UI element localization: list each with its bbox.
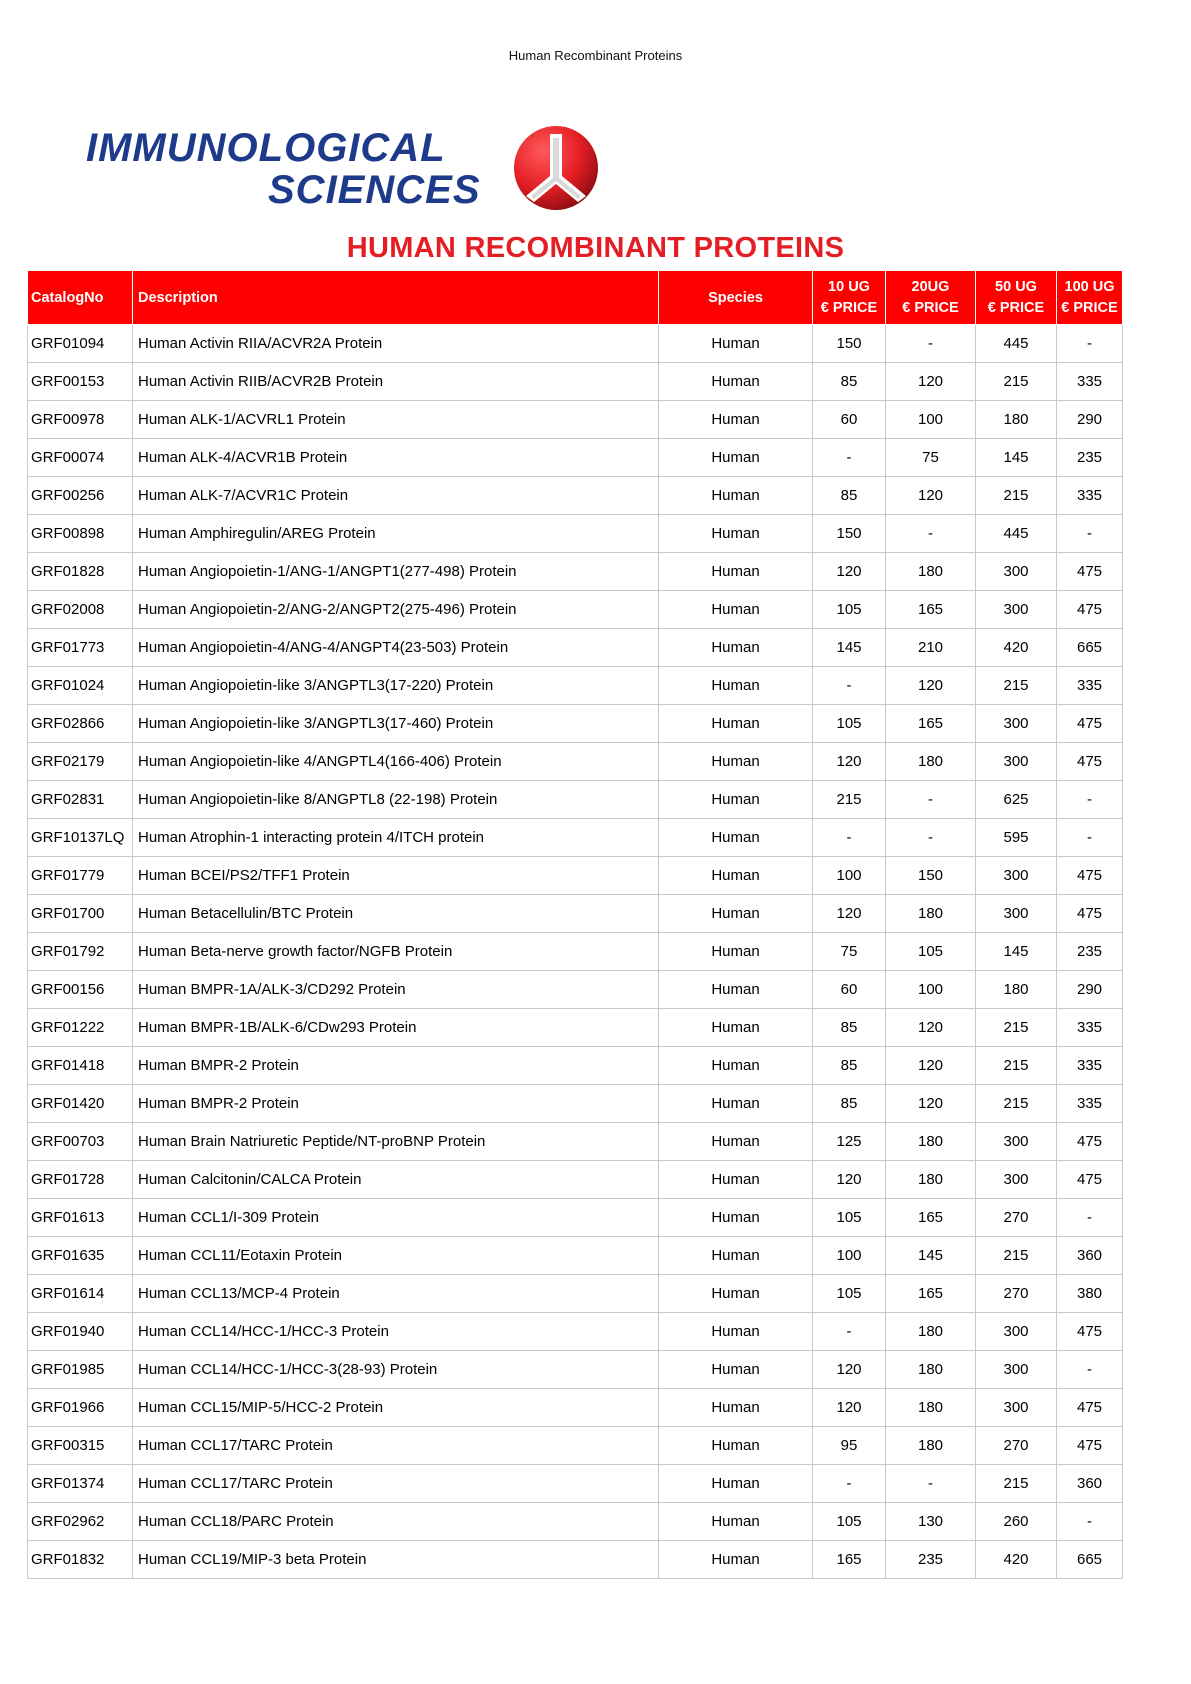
cell-price-50ug: 215 bbox=[976, 1047, 1057, 1085]
cell-price-10ug: 85 bbox=[813, 1085, 886, 1123]
cell-price-100ug: 235 bbox=[1057, 933, 1123, 971]
cell-catalog-no: GRF00153 bbox=[28, 363, 133, 401]
table-row bbox=[28, 1009, 1123, 1047]
cell-price-50ug: 300 bbox=[976, 1389, 1057, 1427]
cell-description: Human CCL15/MIP-5/HCC-2 Protein bbox=[133, 1389, 659, 1427]
col-header-description: Description bbox=[133, 271, 659, 325]
table-row bbox=[28, 1313, 1123, 1351]
cell-price-100ug: 335 bbox=[1057, 363, 1123, 401]
cell-price-10ug: 120 bbox=[813, 895, 886, 933]
col-header-price-10ug bbox=[813, 271, 886, 325]
cell-catalog-no: GRF02866 bbox=[28, 705, 133, 743]
cell-price-100ug: 665 bbox=[1057, 629, 1123, 667]
cell-species: Human bbox=[659, 439, 813, 477]
cell-species: Human bbox=[659, 1009, 813, 1047]
cell-species: Human bbox=[659, 1047, 813, 1085]
cell-catalog-no: GRF00978 bbox=[28, 401, 133, 439]
cell-price-20ug: 120 bbox=[886, 667, 976, 705]
cell-price-100ug: 475 bbox=[1057, 1313, 1123, 1351]
cell-price-10ug: - bbox=[813, 1313, 886, 1351]
col-header-price-50ug bbox=[976, 271, 1057, 325]
cell-description: Human Amphiregulin/AREG Protein bbox=[133, 515, 659, 553]
cell-price-50ug: 300 bbox=[976, 553, 1057, 591]
cell-price-10ug: 215 bbox=[813, 781, 886, 819]
cell-catalog-no: GRF01828 bbox=[28, 553, 133, 591]
table-row bbox=[28, 325, 1123, 363]
cell-description: Human Beta-nerve growth factor/NGFB Protein bbox=[133, 933, 659, 971]
cell-species: Human bbox=[659, 1427, 813, 1465]
cell-description: Human CCL14/HCC-1/HCC-3 Protein bbox=[133, 1313, 659, 1351]
cell-description: Human CCL19/MIP-3 beta Protein bbox=[133, 1541, 659, 1579]
table-row bbox=[28, 1541, 1123, 1579]
cell-description: Human BMPR-1B/ALK-6/CDw293 Protein bbox=[133, 1009, 659, 1047]
table-row bbox=[28, 705, 1123, 743]
cell-price-100ug: 335 bbox=[1057, 1047, 1123, 1085]
cell-price-100ug: 475 bbox=[1057, 1427, 1123, 1465]
cell-price-50ug: 215 bbox=[976, 363, 1057, 401]
cell-price-50ug: 180 bbox=[976, 401, 1057, 439]
cell-price-100ug: 475 bbox=[1057, 743, 1123, 781]
table-row bbox=[28, 401, 1123, 439]
cell-price-20ug: 180 bbox=[886, 895, 976, 933]
cell-price-50ug: 300 bbox=[976, 591, 1057, 629]
cell-price-50ug: 300 bbox=[976, 1161, 1057, 1199]
cell-price-100ug: 335 bbox=[1057, 477, 1123, 515]
col-header-species: Species bbox=[659, 271, 813, 325]
cell-catalog-no: GRF10137LQ bbox=[28, 819, 133, 857]
cell-price-50ug: 215 bbox=[976, 477, 1057, 515]
cell-price-50ug: 215 bbox=[976, 1237, 1057, 1275]
cell-description: Human CCL17/TARC Protein bbox=[133, 1465, 659, 1503]
cell-price-10ug: 145 bbox=[813, 629, 886, 667]
cell-species: Human bbox=[659, 629, 813, 667]
cell-description: Human CCL18/PARC Protein bbox=[133, 1503, 659, 1541]
cell-price-10ug: 60 bbox=[813, 971, 886, 1009]
cell-price-100ug: 335 bbox=[1057, 1009, 1123, 1047]
cell-price-20ug: - bbox=[886, 515, 976, 553]
cell-price-10ug: 85 bbox=[813, 1047, 886, 1085]
cell-description: Human Angiopoietin-like 4/ANGPTL4(166-406) Protein bbox=[133, 743, 659, 781]
cell-price-50ug: 300 bbox=[976, 1351, 1057, 1389]
col-header-price-10ug-line2: € PRICE bbox=[820, 299, 878, 316]
table-row bbox=[28, 667, 1123, 705]
table-row bbox=[28, 1123, 1123, 1161]
cell-catalog-no: GRF01418 bbox=[28, 1047, 133, 1085]
cell-species: Human bbox=[659, 781, 813, 819]
cell-price-50ug: 215 bbox=[976, 1085, 1057, 1123]
cell-description: Human CCL13/MCP-4 Protein bbox=[133, 1275, 659, 1313]
table-row bbox=[28, 1503, 1123, 1541]
cell-price-10ug: 95 bbox=[813, 1427, 886, 1465]
table-row bbox=[28, 857, 1123, 895]
table-body bbox=[28, 325, 1123, 1579]
cell-price-20ug: 100 bbox=[886, 971, 976, 1009]
cell-species: Human bbox=[659, 1161, 813, 1199]
col-header-price-50ug-line2: € PRICE bbox=[987, 299, 1045, 316]
table-row bbox=[28, 439, 1123, 477]
cell-price-10ug: 105 bbox=[813, 1275, 886, 1313]
table-row bbox=[28, 1047, 1123, 1085]
cell-description: Human ALK-1/ACVRL1 Protein bbox=[133, 401, 659, 439]
cell-catalog-no: GRF01222 bbox=[28, 1009, 133, 1047]
cell-description: Human BMPR-2 Protein bbox=[133, 1085, 659, 1123]
table-row bbox=[28, 515, 1123, 553]
cell-price-50ug: 270 bbox=[976, 1427, 1057, 1465]
cell-price-10ug: 120 bbox=[813, 1161, 886, 1199]
cell-description: Human Angiopoietin-like 8/ANGPTL8 (22-198) Protein bbox=[133, 781, 659, 819]
cell-price-20ug: - bbox=[886, 819, 976, 857]
cell-price-50ug: 445 bbox=[976, 325, 1057, 363]
cell-price-10ug: 120 bbox=[813, 743, 886, 781]
cell-description: Human CCL14/HCC-1/HCC-3(28-93) Protein bbox=[133, 1351, 659, 1389]
cell-price-20ug: 120 bbox=[886, 477, 976, 515]
cell-price-50ug: 260 bbox=[976, 1503, 1057, 1541]
cell-price-20ug: 235 bbox=[886, 1541, 976, 1579]
cell-price-100ug: 380 bbox=[1057, 1275, 1123, 1313]
cell-price-10ug: 85 bbox=[813, 1009, 886, 1047]
table-row bbox=[28, 1275, 1123, 1313]
cell-price-50ug: 270 bbox=[976, 1275, 1057, 1313]
cell-species: Human bbox=[659, 325, 813, 363]
cell-price-20ug: 180 bbox=[886, 1161, 976, 1199]
cell-description: Human Calcitonin/CALCA Protein bbox=[133, 1161, 659, 1199]
cell-species: Human bbox=[659, 819, 813, 857]
cell-catalog-no: GRF01985 bbox=[28, 1351, 133, 1389]
cell-price-50ug: 215 bbox=[976, 667, 1057, 705]
cell-catalog-no: GRF01779 bbox=[28, 857, 133, 895]
cell-description: Human BMPR-2 Protein bbox=[133, 1047, 659, 1085]
cell-price-20ug: 100 bbox=[886, 401, 976, 439]
cell-description: Human ALK-4/ACVR1B Protein bbox=[133, 439, 659, 477]
table-row bbox=[28, 553, 1123, 591]
cell-species: Human bbox=[659, 1503, 813, 1541]
col-header-price-20ug-line2: € PRICE bbox=[902, 299, 959, 316]
cell-price-100ug: - bbox=[1057, 1351, 1123, 1389]
cell-species: Human bbox=[659, 401, 813, 439]
cell-species: Human bbox=[659, 477, 813, 515]
cell-species: Human bbox=[659, 1351, 813, 1389]
cell-price-20ug: 120 bbox=[886, 1047, 976, 1085]
cell-price-20ug: 180 bbox=[886, 1123, 976, 1161]
cell-price-100ug: 360 bbox=[1057, 1465, 1123, 1503]
cell-catalog-no: GRF01635 bbox=[28, 1237, 133, 1275]
cell-price-100ug: 475 bbox=[1057, 553, 1123, 591]
cell-catalog-no: GRF00156 bbox=[28, 971, 133, 1009]
cell-species: Human bbox=[659, 1275, 813, 1313]
cell-catalog-no: GRF02962 bbox=[28, 1503, 133, 1541]
table-header-row bbox=[28, 271, 1123, 325]
cell-price-20ug: 130 bbox=[886, 1503, 976, 1541]
cell-description: Human CCL1/I-309 Protein bbox=[133, 1199, 659, 1237]
cell-description: Human Angiopoietin-2/ANG-2/ANGPT2(275-496) Protein bbox=[133, 591, 659, 629]
col-header-price-100ug bbox=[1057, 271, 1123, 325]
cell-price-100ug: - bbox=[1057, 781, 1123, 819]
cell-price-20ug: - bbox=[886, 325, 976, 363]
table-row bbox=[28, 933, 1123, 971]
cell-price-10ug: 105 bbox=[813, 705, 886, 743]
cell-catalog-no: GRF00256 bbox=[28, 477, 133, 515]
cell-price-10ug: - bbox=[813, 819, 886, 857]
col-header-price-100ug-line1: 100 UG bbox=[1064, 278, 1115, 295]
cell-price-100ug: 290 bbox=[1057, 401, 1123, 439]
cell-description: Human Activin RIIB/ACVR2B Protein bbox=[133, 363, 659, 401]
cell-price-20ug: 75 bbox=[886, 439, 976, 477]
cell-price-50ug: 215 bbox=[976, 1009, 1057, 1047]
cell-price-20ug: 165 bbox=[886, 591, 976, 629]
cell-description: Human Activin RIIA/ACVR2A Protein bbox=[133, 325, 659, 363]
table-row bbox=[28, 1237, 1123, 1275]
col-header-price-50ug-line1: 50 UG bbox=[995, 278, 1037, 295]
cell-catalog-no: GRF01374 bbox=[28, 1465, 133, 1503]
cell-species: Human bbox=[659, 515, 813, 553]
cell-price-20ug: 120 bbox=[886, 1085, 976, 1123]
cell-price-10ug: 125 bbox=[813, 1123, 886, 1161]
cell-price-50ug: 300 bbox=[976, 743, 1057, 781]
cell-price-10ug: 100 bbox=[813, 857, 886, 895]
table-row bbox=[28, 781, 1123, 819]
cell-price-20ug: 180 bbox=[886, 1427, 976, 1465]
cell-catalog-no: GRF01420 bbox=[28, 1085, 133, 1123]
table-row bbox=[28, 1465, 1123, 1503]
cell-description: Human ALK-7/ACVR1C Protein bbox=[133, 477, 659, 515]
cell-price-20ug: 180 bbox=[886, 1389, 976, 1427]
cell-catalog-no: GRF01613 bbox=[28, 1199, 133, 1237]
price-table bbox=[27, 270, 1123, 1579]
cell-price-10ug: 105 bbox=[813, 1503, 886, 1541]
cell-price-50ug: 625 bbox=[976, 781, 1057, 819]
cell-description: Human Betacellulin/BTC Protein bbox=[133, 895, 659, 933]
cell-price-10ug: - bbox=[813, 439, 886, 477]
cell-price-50ug: 300 bbox=[976, 1123, 1057, 1161]
cell-species: Human bbox=[659, 591, 813, 629]
cell-catalog-no: GRF01773 bbox=[28, 629, 133, 667]
cell-price-20ug: 120 bbox=[886, 1009, 976, 1047]
cell-price-20ug: 180 bbox=[886, 743, 976, 781]
cell-price-20ug: - bbox=[886, 781, 976, 819]
cell-price-50ug: 270 bbox=[976, 1199, 1057, 1237]
cell-description: Human CCL17/TARC Protein bbox=[133, 1427, 659, 1465]
cell-species: Human bbox=[659, 1199, 813, 1237]
cell-species: Human bbox=[659, 743, 813, 781]
cell-price-50ug: 300 bbox=[976, 705, 1057, 743]
table-row bbox=[28, 971, 1123, 1009]
cell-price-10ug: - bbox=[813, 667, 886, 705]
cell-price-50ug: 300 bbox=[976, 895, 1057, 933]
cell-description: Human BMPR-1A/ALK-3/CD292 Protein bbox=[133, 971, 659, 1009]
cell-description: Human Angiopoietin-like 3/ANGPTL3(17-220) Protein bbox=[133, 667, 659, 705]
cell-price-10ug: 150 bbox=[813, 515, 886, 553]
col-header-price-20ug-line1: 20UG bbox=[911, 278, 950, 295]
cell-price-10ug: 120 bbox=[813, 1389, 886, 1427]
table-row bbox=[28, 895, 1123, 933]
cell-price-10ug: 85 bbox=[813, 363, 886, 401]
cell-price-20ug: 145 bbox=[886, 1237, 976, 1275]
col-header-price-20ug bbox=[886, 271, 976, 325]
page-title: HUMAN RECOMBINANT PROTEINS bbox=[346, 232, 845, 264]
cell-price-100ug: - bbox=[1057, 1503, 1123, 1541]
cell-species: Human bbox=[659, 705, 813, 743]
cell-price-10ug: 165 bbox=[813, 1541, 886, 1579]
cell-price-20ug: 180 bbox=[886, 553, 976, 591]
cell-catalog-no: GRF00703 bbox=[28, 1123, 133, 1161]
cell-price-100ug: - bbox=[1057, 515, 1123, 553]
col-header-price-100ug-line2: € PRICE bbox=[1061, 299, 1118, 316]
cell-price-20ug: 210 bbox=[886, 629, 976, 667]
cell-catalog-no: GRF01700 bbox=[28, 895, 133, 933]
cell-catalog-no: GRF01966 bbox=[28, 1389, 133, 1427]
cell-description: Human BCEI/PS2/TFF1 Protein bbox=[133, 857, 659, 895]
cell-price-50ug: 445 bbox=[976, 515, 1057, 553]
cell-price-100ug: 475 bbox=[1057, 591, 1123, 629]
cell-price-20ug: - bbox=[886, 1465, 976, 1503]
cell-catalog-no: GRF00315 bbox=[28, 1427, 133, 1465]
logo-line-2: SCIENCES bbox=[268, 168, 481, 212]
cell-price-100ug: 290 bbox=[1057, 971, 1123, 1009]
cell-price-10ug: 100 bbox=[813, 1237, 886, 1275]
cell-catalog-no: GRF02831 bbox=[28, 781, 133, 819]
col-header-price-10ug-line1: 10 UG bbox=[828, 278, 870, 295]
cell-species: Human bbox=[659, 1123, 813, 1161]
cell-price-10ug: 85 bbox=[813, 477, 886, 515]
cell-price-100ug: - bbox=[1057, 819, 1123, 857]
cell-price-10ug: 105 bbox=[813, 1199, 886, 1237]
cell-price-20ug: 180 bbox=[886, 1313, 976, 1351]
cell-species: Human bbox=[659, 667, 813, 705]
cell-price-50ug: 145 bbox=[976, 933, 1057, 971]
cell-catalog-no: GRF01728 bbox=[28, 1161, 133, 1199]
cell-species: Human bbox=[659, 1389, 813, 1427]
cell-price-50ug: 145 bbox=[976, 439, 1057, 477]
cell-catalog-no: GRF01614 bbox=[28, 1275, 133, 1313]
cell-species: Human bbox=[659, 971, 813, 1009]
cell-description: Human Angiopoietin-1/ANG-1/ANGPT1(277-498) Protein bbox=[133, 553, 659, 591]
cell-price-50ug: 300 bbox=[976, 857, 1057, 895]
running-header: Human Recombinant Proteins bbox=[508, 48, 683, 63]
table-row bbox=[28, 363, 1123, 401]
cell-catalog-no: GRF01094 bbox=[28, 325, 133, 363]
cell-price-100ug: 335 bbox=[1057, 1085, 1123, 1123]
table-row bbox=[28, 743, 1123, 781]
cell-price-20ug: 150 bbox=[886, 857, 976, 895]
table-row bbox=[28, 629, 1123, 667]
table-row bbox=[28, 1351, 1123, 1389]
cell-catalog-no: GRF01832 bbox=[28, 1541, 133, 1579]
company-logo bbox=[86, 124, 606, 214]
cell-price-10ug: 105 bbox=[813, 591, 886, 629]
cell-price-20ug: 180 bbox=[886, 1351, 976, 1389]
cell-species: Human bbox=[659, 553, 813, 591]
cell-price-50ug: 595 bbox=[976, 819, 1057, 857]
cell-price-100ug: 360 bbox=[1057, 1237, 1123, 1275]
cell-price-20ug: 120 bbox=[886, 363, 976, 401]
cell-price-50ug: 300 bbox=[976, 1313, 1057, 1351]
cell-price-50ug: 420 bbox=[976, 1541, 1057, 1579]
cell-price-10ug: 120 bbox=[813, 1351, 886, 1389]
logo-wordmark bbox=[86, 124, 506, 214]
cell-price-10ug: 150 bbox=[813, 325, 886, 363]
cell-price-50ug: 215 bbox=[976, 1465, 1057, 1503]
cell-species: Human bbox=[659, 1465, 813, 1503]
cell-catalog-no: GRF01792 bbox=[28, 933, 133, 971]
cell-species: Human bbox=[659, 1085, 813, 1123]
cell-species: Human bbox=[659, 933, 813, 971]
cell-description: Human Atrophin-1 interacting protein 4/ITCH protein bbox=[133, 819, 659, 857]
cell-price-10ug: - bbox=[813, 1465, 886, 1503]
cell-price-20ug: 165 bbox=[886, 1275, 976, 1313]
col-header-catalog: CatalogNo bbox=[28, 271, 133, 325]
cell-price-20ug: 165 bbox=[886, 705, 976, 743]
cell-description: Human Brain Natriuretic Peptide/NT-proBNP Protein bbox=[133, 1123, 659, 1161]
cell-price-100ug: 475 bbox=[1057, 1161, 1123, 1199]
cell-catalog-no: GRF02008 bbox=[28, 591, 133, 629]
cell-species: Human bbox=[659, 1541, 813, 1579]
cell-price-10ug: 120 bbox=[813, 553, 886, 591]
table-row bbox=[28, 1427, 1123, 1465]
table-row bbox=[28, 1161, 1123, 1199]
cell-price-10ug: 75 bbox=[813, 933, 886, 971]
table-row bbox=[28, 477, 1123, 515]
table-row bbox=[28, 1199, 1123, 1237]
cell-price-100ug: 475 bbox=[1057, 895, 1123, 933]
logo-line-1: IMMUNOLOGICAL bbox=[86, 126, 446, 170]
table-row bbox=[28, 1389, 1123, 1427]
cell-price-100ug: 335 bbox=[1057, 667, 1123, 705]
cell-price-100ug: 475 bbox=[1057, 1123, 1123, 1161]
cell-price-50ug: 420 bbox=[976, 629, 1057, 667]
cell-description: Human CCL11/Eotaxin Protein bbox=[133, 1237, 659, 1275]
cell-price-20ug: 105 bbox=[886, 933, 976, 971]
cell-species: Human bbox=[659, 363, 813, 401]
table-row bbox=[28, 819, 1123, 857]
cell-catalog-no: GRF00898 bbox=[28, 515, 133, 553]
cell-species: Human bbox=[659, 1313, 813, 1351]
cell-catalog-no: GRF02179 bbox=[28, 743, 133, 781]
cell-species: Human bbox=[659, 895, 813, 933]
cell-price-20ug: 165 bbox=[886, 1199, 976, 1237]
cell-species: Human bbox=[659, 1237, 813, 1275]
table-row bbox=[28, 591, 1123, 629]
cell-catalog-no: GRF00074 bbox=[28, 439, 133, 477]
cell-price-100ug: - bbox=[1057, 325, 1123, 363]
cell-price-100ug: 475 bbox=[1057, 857, 1123, 895]
cell-price-10ug: 60 bbox=[813, 401, 886, 439]
logo-emblem-icon bbox=[510, 124, 602, 212]
cell-price-100ug: 235 bbox=[1057, 439, 1123, 477]
cell-description: Human Angiopoietin-like 3/ANGPTL3(17-460) Protein bbox=[133, 705, 659, 743]
cell-price-100ug: 475 bbox=[1057, 1389, 1123, 1427]
cell-catalog-no: GRF01940 bbox=[28, 1313, 133, 1351]
cell-price-100ug: 665 bbox=[1057, 1541, 1123, 1579]
table-row bbox=[28, 1085, 1123, 1123]
cell-description: Human Angiopoietin-4/ANG-4/ANGPT4(23-503) Protein bbox=[133, 629, 659, 667]
cell-price-100ug: - bbox=[1057, 1199, 1123, 1237]
cell-price-100ug: 475 bbox=[1057, 705, 1123, 743]
cell-price-50ug: 180 bbox=[976, 971, 1057, 1009]
cell-catalog-no: GRF01024 bbox=[28, 667, 133, 705]
cell-species: Human bbox=[659, 857, 813, 895]
